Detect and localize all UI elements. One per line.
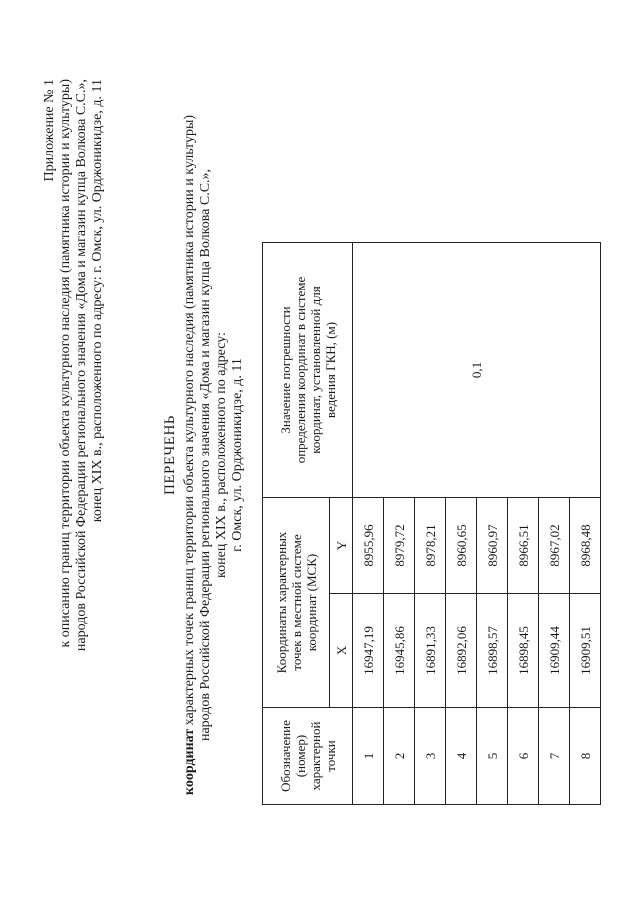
coord-x: 16909,51	[570, 594, 601, 708]
header-point-number	[263, 708, 353, 805]
coord-y: 8968,48	[570, 498, 601, 594]
coord-y: 8955,96	[353, 498, 384, 594]
header-text: ведения ГКН, (м)	[322, 321, 338, 419]
coord-x: 16898,57	[477, 594, 508, 708]
header-text: характерной	[307, 721, 323, 791]
point-number: 6	[508, 708, 539, 805]
header-text: координат, установленной для	[307, 286, 323, 454]
header-text: Обозначение	[277, 720, 293, 792]
coord-y: 8960,65	[446, 498, 477, 594]
appendix-line: к описанию границ территории объекта культурного наследия (памятника истории и культуры)	[58, 79, 73, 648]
document-title: ПЕРЕЧЕНЬ	[162, 415, 178, 495]
coord-y: 8966,51	[508, 498, 539, 594]
header-text: Координаты характерных	[273, 531, 289, 674]
coord-x: 16898,45	[508, 594, 539, 708]
subtitle-line-rest: характерных точек границ территории объекта культурного наследия (памятника истории и культуры)	[182, 114, 197, 729]
point-number: 3	[415, 708, 446, 805]
coord-x: 16947,19	[353, 594, 384, 708]
header-y: Y	[330, 498, 353, 594]
header-text: Значение погрешности	[277, 306, 293, 434]
point-number: 8	[570, 708, 601, 805]
subtitle-line: конец XIX в., расположенного по адресу:	[214, 332, 229, 578]
coord-y: 8967,02	[539, 498, 570, 594]
error-value: 0,1	[353, 243, 601, 498]
appendix-line: конец XIX в., расположенного по адресу: г. Омск, ул. Орджоникидзе, д. 11	[90, 79, 105, 523]
table-row	[353, 243, 384, 805]
header-text: (номер)	[292, 734, 308, 778]
header-error	[263, 243, 353, 498]
coord-x: 16891,33	[415, 594, 446, 708]
header-text: определения координат в системе	[292, 276, 308, 464]
document-subtitle	[182, 25, 246, 885]
coord-y: 8978,21	[415, 498, 446, 594]
point-number: 7	[539, 708, 570, 805]
subtitle-bold-word: координат	[182, 728, 197, 796]
coord-x: 16945,86	[384, 594, 415, 708]
subtitle-line: г. Омск, ул. Орджоникидзе, д. 11	[230, 358, 245, 552]
header-coordinates	[263, 498, 330, 708]
coord-y: 8979,72	[384, 498, 415, 594]
header-text: точек в местной системе	[288, 534, 304, 671]
appendix-title: Приложение № 1	[42, 79, 57, 182]
table-header-row	[263, 243, 330, 805]
subtitle-line: народов Российской Федерации регионального значения «Дома и магазин купца Волкова С.С.»,	[198, 168, 213, 742]
coordinates-table	[262, 242, 601, 805]
coord-x: 16909,44	[539, 594, 570, 708]
coord-y: 8960,97	[477, 498, 508, 594]
point-number: 1	[353, 708, 384, 805]
coord-x: 16892,06	[446, 594, 477, 708]
point-number: 5	[477, 708, 508, 805]
appendix-header	[42, 79, 106, 779]
header-x: X	[330, 594, 353, 708]
header-text: координат (МСК)	[303, 553, 319, 652]
subtitle-line	[182, 25, 198, 885]
point-number: 4	[446, 708, 477, 805]
header-text: точки	[322, 740, 338, 772]
appendix-line: народов Российской Федерации регионального значения «Дома и магазин купца Волкова С.С.»,	[74, 79, 89, 652]
point-number: 2	[384, 708, 415, 805]
